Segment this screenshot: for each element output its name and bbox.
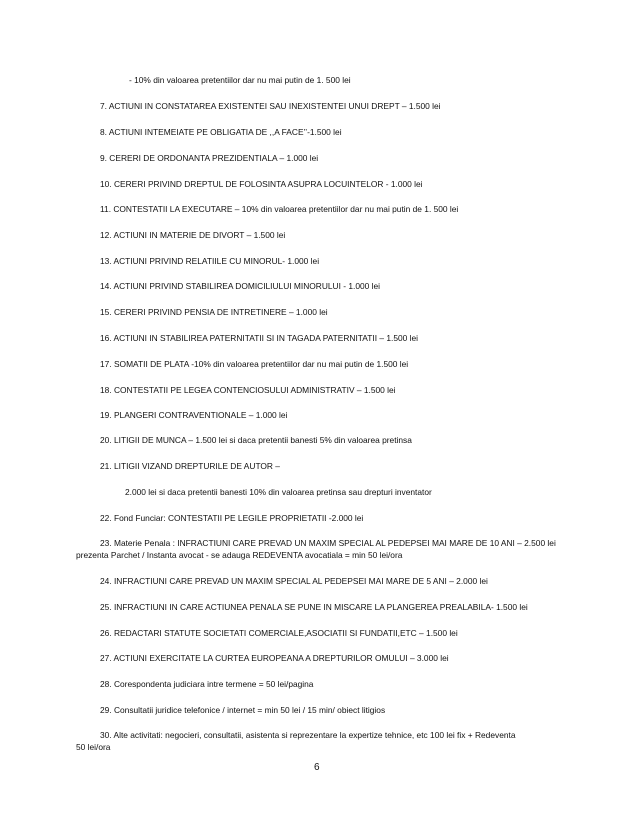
tariff-line-30: 30. Alte activitati: negocieri, consultatii, asistenta si reprezentare la expertize tehnice, etc 100 lei fix + Redeventa — [100, 730, 516, 740]
tariff-line-13: 13. ACTIUNI PRIVIND RELATIILE CU MINORUL- 1.000 lei — [100, 256, 320, 266]
tariff-line-intro: - 10% din valoarea pretentiilor dar nu mai putin de 1. 500 lei — [129, 75, 351, 85]
tariff-line-28: 28. Corespondenta judiciara intre termene = 50 lei/pagina — [100, 679, 314, 689]
tariff-line-30-continuation: 50 lei/ora — [76, 742, 111, 752]
tariff-line-18: 18. CONTESTATII PE LEGEA CONTENCIOSULUI ADMINISTRATIV – 1.500 lei — [100, 385, 396, 395]
tariff-line-17: 17. SOMATII DE PLATA -10% din valoarea pretentiilor dar nu mai putin de 1.500 lei — [100, 359, 409, 369]
tariff-line-19: 19. PLANGERI CONTRAVENTIONALE – 1.000 lei — [100, 410, 288, 420]
tariff-line-15: 15. CERERI PRIVIND PENSIA DE INTRETINERE – 1.000 lei — [100, 307, 328, 317]
tariff-line-27: 27. ACTIUNI EXERCITATE LA CURTEA EUROPEANA A DREPTURILOR OMULUI – 3.000 lei — [100, 653, 449, 663]
tariff-line-21-detail: 2.000 lei si daca pretentii banesti 10% din valoarea pretinsa sau drepturi inventator — [125, 487, 432, 497]
tariff-line-23: 23. Materie Penala : INFRACTIUNI CARE PREVAD UN MAXIM SPECIAL AL PEDEPSEI MAI MARE DE 10 ANI – 2.500 lei — [100, 538, 556, 548]
tariff-line-21: 21. LITIGII VIZAND DREPTURILE DE AUTOR – — [100, 461, 280, 471]
tariff-line-23-continuation: prezenta Parchet / Instanta avocat - se adauga REDEVENTA avocatiala = min 50 lei/ora — [76, 550, 403, 560]
tariff-line-24: 24. INFRACTIUNI CARE PREVAD UN MAXIM SPECIAL AL PEDEPSEI MAI MARE DE 5 ANI – 2.000 lei — [100, 576, 488, 586]
tariff-line-25: 25. INFRACTIUNI IN CARE ACTIUNEA PENALA SE PUNE IN MISCARE LA PLANGEREA PREALABILA- 1.500 lei — [100, 602, 528, 612]
tariff-line-29: 29. Consultatii juridice telefonice / internet = min 50 lei / 15 min/ obiect litigios — [100, 705, 386, 715]
tariff-line-26: 26. REDACTARI STATUTE SOCIETATI COMERCIALE,ASOCIATII SI FUNDATII,ETC – 1.500 lei — [100, 628, 458, 638]
tariff-line-9: 9. CERERI DE ORDONANTA PREZIDENTIALA – 1.000 lei — [100, 153, 319, 163]
tariff-line-8: 8. ACTIUNI INTEMEIATE PE OBLIGATIA DE ,,A FACE’’-1.500 lei — [100, 127, 342, 137]
page-number: 6 — [314, 762, 320, 773]
tariff-line-10: 10. CERERI PRIVIND DREPTUL DE FOLOSINTA ASUPRA LOCUINTELOR - 1.000 lei — [100, 179, 423, 189]
tariff-line-11: 11. CONTESTATII LA EXECUTARE – 10% din valoarea pretentiilor dar nu mai putin de 1. 500 lei — [100, 204, 459, 214]
tariff-line-22: 22. Fond Funciar: CONTESTATII PE LEGILE PROPRIETATII -2.000 lei — [100, 513, 364, 523]
tariff-line-16: 16. ACTIUNI IN STABILIREA PATERNITATII SI IN TAGADA PATERNITATII – 1.500 lei — [100, 333, 419, 343]
tariff-line-12: 12. ACTIUNI IN MATERIE DE DIVORT – 1.500 lei — [100, 230, 286, 240]
tariff-line-7: 7. ACTIUNI IN CONSTATAREA EXISTENTEI SAU INEXISTENTEI UNUI DREPT – 1.500 lei — [100, 101, 441, 111]
tariff-line-20: 20. LITIGII DE MUNCA – 1.500 lei si daca pretentii banesti 5% din valoarea pretinsa — [100, 435, 412, 445]
tariff-line-14: 14. ACTIUNI PRIVIND STABILIREA DOMICILIULUI MINORULUI - 1.000 lei — [100, 281, 381, 291]
